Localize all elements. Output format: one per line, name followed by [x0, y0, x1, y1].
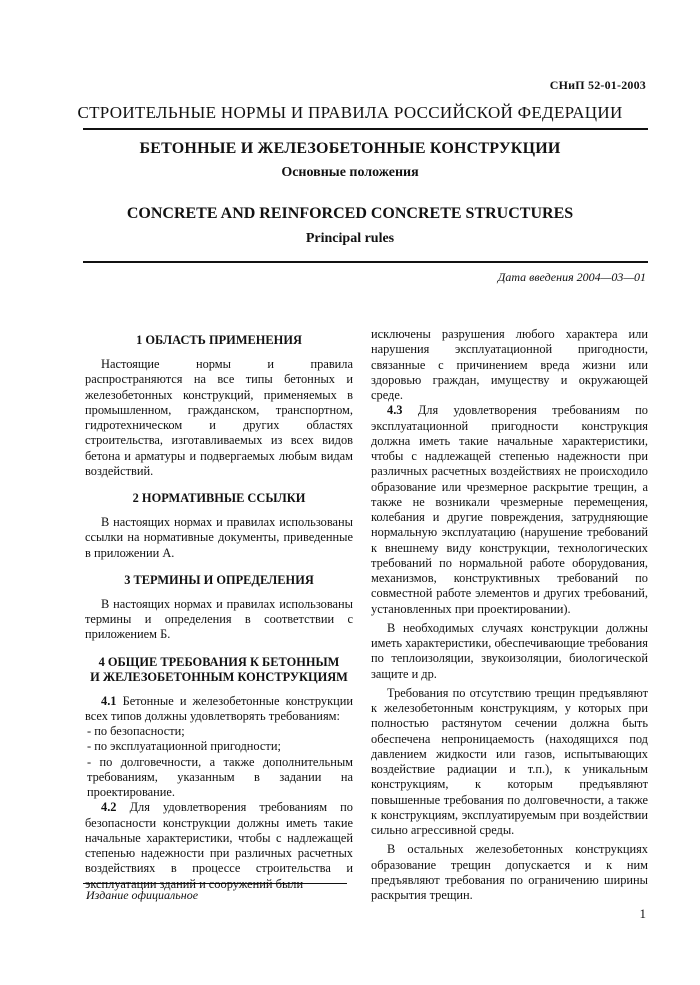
section-2-text: В настоящих нормах и правилах использованы ссылки на нормативные документы, приведенные в приложении А.: [85, 515, 353, 560]
section-4-heading: [85, 655, 353, 685]
page-number: 1: [639, 906, 646, 921]
left-column: [85, 333, 353, 892]
subtitle-ru: Основные положения: [281, 165, 419, 180]
special-requirements-paragraph: В необходимых случаях конструкции должны иметь характеристики, обеспечивающие требования по теплоизоляции, звукоизоляции, биологической защите и др.: [371, 620, 648, 681]
section-4-heading-line-1: 4 ОБЩИЕ ТРЕБОВАНИЯ К БЕТОННЫМ: [98, 654, 340, 669]
bottom-rule: [83, 261, 648, 263]
requirement-list-item: - по эксплуатационной пригодности;: [87, 739, 281, 754]
section-4-heading-line-2: И ЖЕЛЕЗОБЕТОННЫМ КОНСТРУКЦИЯМ: [90, 669, 348, 684]
introduction-date: Дата введения 2004—03—01: [497, 270, 646, 284]
subtitle-en: Principal rules: [305, 231, 395, 246]
right-column: [371, 327, 648, 903]
section-1-text: Настоящие нормы и правила распространяются на все типы бетонных и железобетонных конструкций, применяемых в промышленном, гражданском, транспортном, гидротехническом и других областях строительства, изготавливаемых из всех видов бетона и арматуры и подвергаемых любым видам воздействий.: [85, 357, 353, 478]
clause-4-3-number: 4.3: [387, 403, 403, 418]
clause-4-3-text: Для удовлетворения требованиям по эксплуатационной пригодности конструкция должна иметь такие начальные характеристики, чтобы с надлежащей степенью надежности при различных расчетных воздействиях не происходило образование или чрезмерное раскрытие трещин, а также не возникали чрезмерные перемещения, колебания и другие повреждения, затрудняющие нормальную эксплуатацию (нарушение требований к внешнему виду конструкции, технологических требований по нормальной работе оборудования, механизмов, конструктивных требований по совместной работе элементов и других требований, установленных при проектировании).: [371, 403, 648, 616]
crack-requirements-paragraph: Требования по отсутствию трещин предъявляют к железобетонным конструкциям, у которых при полностью растянутом сечении должна быть обеспечена непроницаемость (находящихся под давлением жидкости или газов, испытывающих воздействие радиации и т.п.), к уникальным конструкциям, к которым предъявляют повышенные требования по долговечности, а также к конструкциям, эксплуатируемым при воздействии сильно агрессивной среды.: [371, 685, 648, 837]
section-2-heading: 2 НОРМАТИВНЫЕ ССЫЛКИ: [132, 491, 306, 505]
clause-4-2-text: Для удовлетворения требованиям по безопасности конструкции должны иметь такие начальные характеристики, чтобы с надлежащей степенью надежности при различных расчетных воздействиях в процессе строительства и эксплуатации зданий и сооружений были: [85, 800, 353, 891]
clause-4-1-text: Бетонные и железобетонные конструкции всех типов должны удовлетворять требованиям:: [85, 693, 353, 723]
edition-note: Издание официальное: [86, 888, 199, 902]
other-structures-paragraph: В остальных железобетонных конструкциях образование трещин допускается и к ним предъявляют требования по ограничению ширины раскрытия трещин.: [371, 842, 648, 902]
clause-4-2-continuation: исключены разрушения любого характера или нарушения эксплуатационной пригодности, связанные с причинением вреда жизни или здоровью граждан, имуществу и окружающей среде.: [371, 327, 648, 402]
title-en: CONCRETE AND REINFORCED CONCRETE STRUCTURES: [126, 205, 574, 222]
section-1-heading: 1 ОБЛАСТЬ ПРИМЕНЕНИЯ: [136, 333, 302, 347]
clause-4-1-number: 4.1: [101, 693, 117, 708]
section-3-text: В настоящих нормах и правилах использованы термины и определения в соответствии с приложением Б.: [85, 596, 353, 642]
requirement-list-item: - по долговечности, а также дополнительным требованиям, указанным в задании на проектирование.: [87, 754, 353, 799]
clause-4-2: [85, 800, 353, 892]
footer-rule: [83, 883, 347, 884]
document-code: СНиП 52-01-2003: [549, 78, 646, 92]
clause-4-2-number: 4.2: [101, 800, 117, 815]
header-title: СТРОИТЕЛЬНЫЕ НОРМЫ И ПРАВИЛА РОССИЙСКОЙ ФЕДЕРАЦИИ: [77, 103, 623, 122]
clause-4-3: [371, 403, 648, 617]
requirement-list-item: - по безопасности;: [87, 724, 185, 738]
title-ru: БЕТОННЫЕ И ЖЕЛЕЗОБЕТОННЫЕ КОНСТРУКЦИИ: [139, 140, 561, 157]
section-3-heading: 3 ТЕРМИНЫ И ОПРЕДЕЛЕНИЯ: [124, 572, 314, 587]
top-rule: [83, 128, 648, 130]
clause-4-1: [85, 694, 353, 725]
